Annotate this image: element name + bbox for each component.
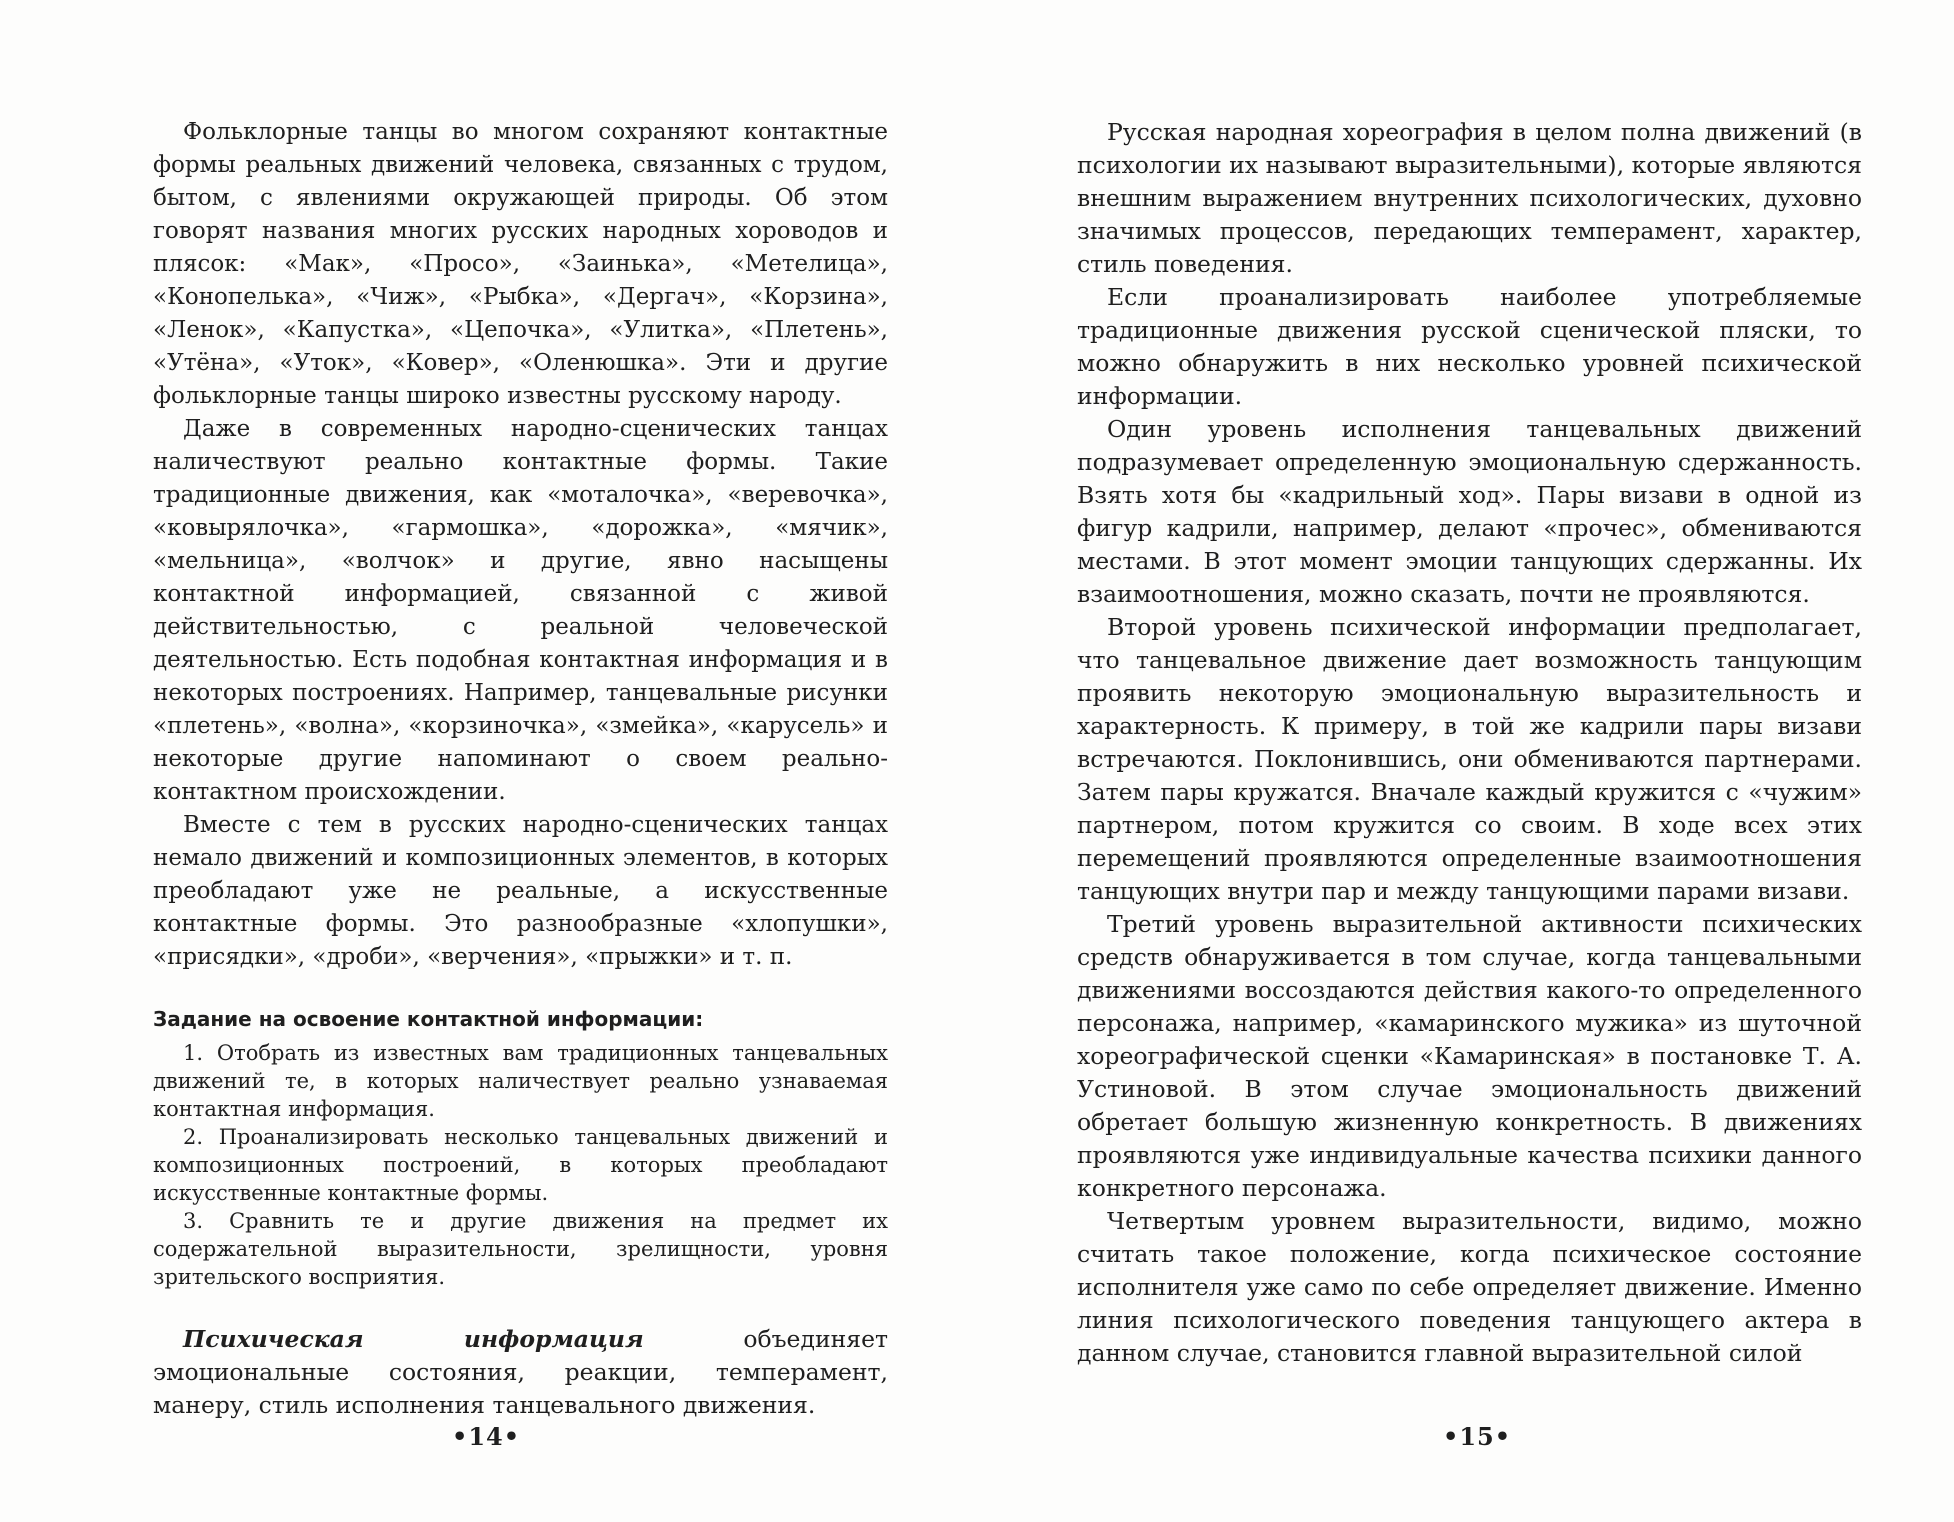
right-paragraph-6: Четвертым уровнем выразительности, видимо, можно считать такое положение, когда психическое состояние исполнителя уже само по себе определяет движение. Именно линия психологического поведения танцующего актера в данном случае, становится главной выразительной силой [1077, 1207, 1862, 1367]
right-page [1077, 116, 1862, 1486]
left-paragraph-3: Вместе с тем в русских народно-сценических танцах немало движений и композиционных элементов, в которых преобладают уже не реальные, а искусственные контактные формы. Это разнообразные «хлопушки», «присядки», «дроби», «верчения», «прыжки» и т. п. [153, 812, 888, 970]
psychic-info-definition: объединяет эмоциональные состояния, реакции, темперамент, манеру, стиль исполнения танцевального движения. [153, 1325, 888, 1419]
psychic-info-paragraph [153, 1323, 888, 1422]
task-item-3: 3. Сравнить те и другие движения на предмет их содержательной выразительности, зрелищности, уровня зрительского восприятия. [153, 1209, 888, 1289]
task-section [153, 1005, 888, 1291]
left-paragraph-1: Фольклорные танцы во многом сохраняют контактные формы реальных движений человека, связанных с трудом, бытом, с явлениями окружающей природы. Об этом говорят названия многих русских народных хороводов и плясок: «Мак», «Просо», «Заинька», «Метелица», «Конопелька», «Чиж», «Рыбка», «Дергач», «Корзина», «Ленок», «Капустка», «Цепочка», «Улитка», «Плетень», «Утёна», «Уток», «Ковер», «Оленюшка». Эти и другие фольклорные танцы широко известны русскому народу. [153, 119, 888, 409]
psychic-info-section [153, 1323, 888, 1422]
right-paragraph-1: Русская народная хореография в целом полна движений (в психологии их называют выразительными), которые являются внешним выражением внутренних психологических, духовно значимых процессов, передающих темперамент, характер, стиль поведения. [1077, 118, 1862, 278]
right-main-text [1077, 116, 1862, 1370]
right-paragraph-2: Если проанализировать наиболее употребляемые традиционные движения русской сценической пляски, то можно обнаружить в них несколько уровней психической информации. [1077, 283, 1862, 410]
task-item-1: 1. Отобрать из известных вам традиционных танцевальных движений те, в которых наличествует реально узнаваемая контактная информация. [153, 1041, 888, 1121]
page-number-right: •15• [1443, 1422, 1512, 1451]
right-paragraph-5: Третий уровень выразительной активности психических средств обнаруживается в том случае, когда танцевальными движениями воссоздаются действия какого-то определенного персонажа, например, «камаринского мужика» из шуточной хореографической сценки «Камаринская» в постановке Т. А. Устиновой. В этом случае эмоциональность движений обретает большую жизненную конкретность. В движениях проявляются уже индивидуальные качества психики данного конкретного персонажа. [1077, 910, 1862, 1202]
right-paragraph-3: Один уровень исполнения танцевальных движений подразумевает определенную эмоциональную сдержанность. Взять хотя бы «кадрильный ход». Пары визави в одной из фигур кадрили, например, делают «прочес», обмениваются местами. В этот момент эмоции танцующих сдержанны. Их взаимоотношения, можно сказать, почти не проявляются. [1077, 415, 1862, 608]
psychic-info-term: Психическая информация [183, 1325, 644, 1353]
page-number-left: •14• [452, 1422, 521, 1451]
task-heading: Задание на освоение контактной информации: [153, 1007, 704, 1031]
left-main-text [153, 116, 888, 974]
right-paragraph-4: Второй уровень психической информации предполагает, что танцевальное движение дает возможность танцующим проявить некоторую эмоциональную выразительность и характерность. К примеру, в той же кадрили пары визави встречаются. Поклонившись, они обмениваются партнерами. Затем пары кружатся. Вначале каждый кружится с «чужим» партнером, потом кружится со своим. В ходе всех этих перемещений проявляются определенные взаимоотношения танцующих внутри пар и между танцующими парами визави. [1077, 613, 1862, 905]
task-item-2: 2. Проанализировать несколько танцевальных движений и композиционных построений, в которых преобладают искусственные контактные формы. [153, 1125, 888, 1205]
left-page [153, 116, 888, 1486]
left-paragraph-2: Даже в современных народно-сценических танцах наличествуют реально контактные формы. Такие традиционные движения, как «моталочка», «веревочка», «ковырялочка», «гармошка», «дорожка», «мячик», «мельница», «волчок» и другие, явно насыщены контактной информацией, связанной с живой действительностью, с реальной человеческой деятельностью. Есть подобная контактная информация и в некоторых построениях. Например, танцевальные рисунки «плетень», «волна», «корзиночка», «змейка», «карусель» и некоторые другие напоминают о своем реально-контактном происхождении. [153, 416, 888, 805]
